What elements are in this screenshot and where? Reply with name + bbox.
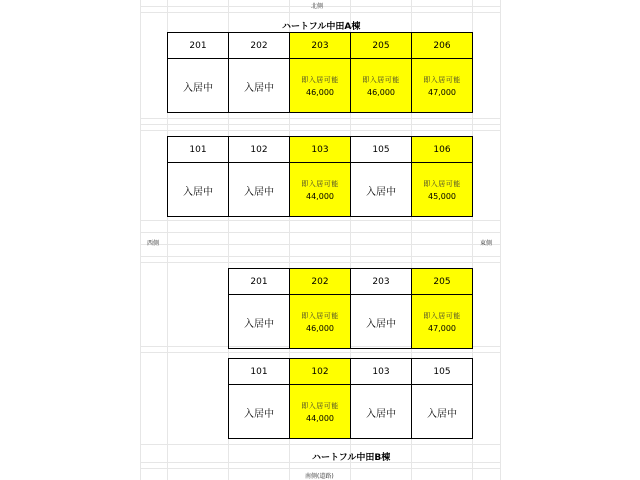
- occupied-status-label: 入居中: [244, 83, 274, 94]
- grid-line: [140, 130, 500, 131]
- available-status-label: 即入居可能: [301, 311, 339, 320]
- rent-price: 44,000: [306, 413, 334, 423]
- room-status-cell: [412, 385, 473, 439]
- rent-price: 46,000: [367, 87, 395, 97]
- room-number-cell: 103: [290, 137, 351, 163]
- occupied-status-label: 入居中: [427, 409, 457, 420]
- room-number-cell: 106: [412, 137, 473, 163]
- occupied-status-label: 入居中: [244, 319, 274, 330]
- rent-price: 47,000: [428, 323, 456, 333]
- room-number-cell: 101: [168, 137, 229, 163]
- room-number-cell: 202: [290, 269, 351, 295]
- building-b-floor1-table: [228, 358, 473, 439]
- available-status-label: 即入居可能: [423, 179, 461, 188]
- grid-line: [140, 232, 500, 233]
- room-number-cell: 205: [412, 269, 473, 295]
- room-number-cell: 203: [351, 269, 412, 295]
- grid-line: [140, 124, 500, 125]
- room-status-cell: [290, 295, 351, 349]
- available-status-label: 即入居可能: [362, 75, 400, 84]
- east-label: 東側: [480, 240, 493, 247]
- grid-line: [140, 256, 500, 257]
- north-label: 北側: [311, 3, 324, 10]
- grid-line: [140, 444, 500, 445]
- room-number-cell: 105: [412, 359, 473, 385]
- room-status-cell: [351, 295, 412, 349]
- available-status-label: 即入居可能: [301, 179, 339, 188]
- room-status-cell: [290, 59, 351, 113]
- available-status-label: 即入居可能: [423, 311, 461, 320]
- grid-line: [140, 244, 500, 245]
- grid-line: [140, 352, 500, 353]
- room-status-cell: [290, 163, 351, 217]
- room-number-cell: 205: [351, 33, 412, 59]
- room-status-cell: [168, 59, 229, 113]
- rent-price: 46,000: [306, 87, 334, 97]
- room-status-cell: [351, 59, 412, 113]
- room-status-cell: [412, 295, 473, 349]
- building-b-title: ハートフル中田B棟: [312, 453, 391, 463]
- room-status-cell: [229, 385, 290, 439]
- building-b-floor2-table: [228, 268, 473, 349]
- available-status-label: 即入居可能: [301, 401, 339, 410]
- room-status-cell: [412, 59, 473, 113]
- available-status-label: 即入居可能: [301, 75, 339, 84]
- rent-price: 45,000: [428, 191, 456, 201]
- occupied-status-label: 入居中: [366, 409, 396, 420]
- room-status-cell: [229, 163, 290, 217]
- room-number-cell: 105: [351, 137, 412, 163]
- room-number-cell: 201: [229, 269, 290, 295]
- grid-line: [140, 0, 141, 480]
- room-number-cell: 203: [290, 33, 351, 59]
- grid-line: [140, 262, 500, 263]
- room-number-cell: 202: [229, 33, 290, 59]
- room-status-cell: [351, 385, 412, 439]
- room-number-cell: 102: [290, 359, 351, 385]
- occupied-status-label: 入居中: [183, 83, 213, 94]
- rent-price: 44,000: [306, 191, 334, 201]
- room-number-cell: 102: [229, 137, 290, 163]
- room-status-cell: [351, 163, 412, 217]
- room-number-cell: 101: [229, 359, 290, 385]
- rent-price: 46,000: [306, 323, 334, 333]
- occupied-status-label: 入居中: [183, 187, 213, 198]
- rent-price: 47,000: [428, 87, 456, 97]
- building-a-floor2-table: [167, 32, 473, 113]
- grid-line: [140, 220, 500, 221]
- room-number-cell: 206: [412, 33, 473, 59]
- building-a-floor1-table: [167, 136, 473, 217]
- west-label: 西側: [147, 240, 160, 247]
- occupied-status-label: 入居中: [366, 319, 396, 330]
- occupied-status-label: 入居中: [244, 187, 274, 198]
- occupied-status-label: 入居中: [244, 409, 274, 420]
- occupied-status-label: 入居中: [366, 187, 396, 198]
- room-status-cell: [168, 163, 229, 217]
- grid-line: [140, 468, 500, 469]
- room-number-cell: 201: [168, 33, 229, 59]
- room-status-cell: [229, 59, 290, 113]
- grid-line: [500, 0, 501, 480]
- room-status-cell: [229, 295, 290, 349]
- south-label: 南側(道路): [305, 473, 334, 480]
- building-a-title: ハートフル中田A棟: [282, 22, 361, 32]
- room-number-cell: 103: [351, 359, 412, 385]
- grid-line: [140, 12, 500, 13]
- room-status-cell: [290, 385, 351, 439]
- available-status-label: 即入居可能: [423, 75, 461, 84]
- grid-line: [140, 118, 500, 119]
- room-status-cell: [412, 163, 473, 217]
